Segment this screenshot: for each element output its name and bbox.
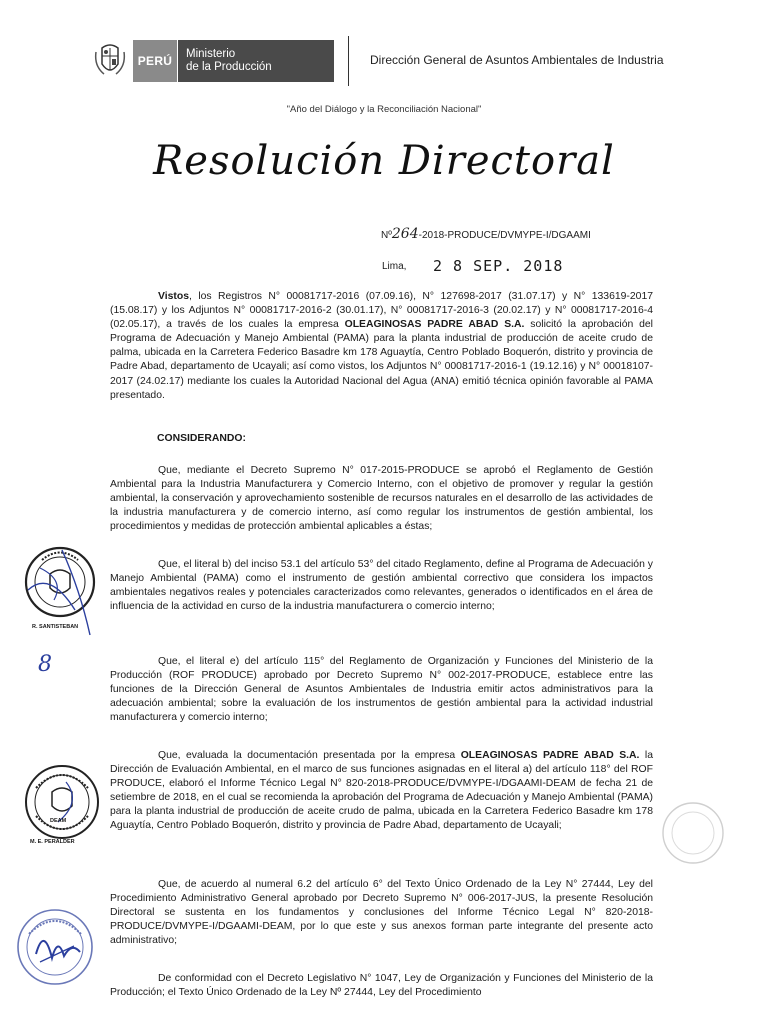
ministry-line2: de la Producción	[186, 61, 272, 73]
vistos-company: OLEAGINOSAS PADRE ABAD S.A.	[344, 319, 525, 331]
resolution-prefix: Nº	[381, 230, 392, 241]
paragraph-4-text-a: Que, evaluada la documentación presentada por la empresa	[158, 750, 461, 761]
paragraph-6-text: De conformidad con el Decreto Legislativo N° 1047, Ley de Organización y Funciones del Ministerio de la Producción; el Texto Único Ordenado de la Ley Nº 27444, Ley del Procedimiento	[110, 973, 653, 999]
stamp-1-name: R. SANTISTEBAN	[32, 624, 79, 630]
stamp-2-name: M. E. PERALDER	[30, 839, 75, 845]
paragraph-5-text: Que, de acuerdo al numeral 6.2 del artículo 6° del Texto Único Ordenado de la Ley N° 27444, Ley del Procedimiento Administrativo General aprobado por Decreto Supremo N° 006-2017-JUS, la presente Resolución Directoral se sustenta en los fundamentos y conclusiones del Informe Técnico Legal N° 820-2018-PRODUCE/DVMYPE-I/DGAAMI-DEAM, por lo que este y sus anexos forman parte integrante del presente acto administrativo;	[110, 879, 653, 947]
resolution-number	[381, 226, 591, 242]
faint-seal-stamp	[660, 800, 726, 871]
ministry-logo	[178, 40, 334, 82]
considerando-paragraph-3	[110, 655, 653, 725]
considerando-heading: CONSIDERANDO:	[157, 433, 246, 444]
official-seal-stamp-2	[22, 762, 102, 842]
city-label: Lima,	[382, 261, 407, 272]
coat-of-arms-icon	[94, 42, 126, 80]
paragraph-1-text: Que, mediante el Decreto Supremo N° 017-2015-PRODUCE se aprobó el Reglamento de Gestión Ambiental para la Industria Manufacturera y Comercio Interno, con el objetivo de promover y regular la gestión ambiental, la conservación y aprovechamiento sostenible de recursos naturales en el desarrollo de las actividades de la industria manufacturera y de comercio interno, así como regular los instrumentos de gestión ambiental, los procedimientos y medidas de protección ambiental aplicables a éstas;	[110, 465, 653, 533]
stamped-date: 2 8 SEP. 2018	[433, 257, 564, 275]
vistos-paragraph	[110, 290, 653, 403]
considerando-paragraph-5	[110, 878, 653, 948]
vistos-text2: solicitó la aprobación del Programa de Adecuación y Manejo Ambiental (PAMA) para la planta industrial de producción de aceite crudo de palma, ubicada en la Carretera Federico Basadre km 178 Aguaytía, Centro Poblado Boquerón, distrito y provincia de Padre Abad, departamento de Ucayali; así como vistos, los Adjuntos N° 00081717-2016-1 (19.12.16) y N° 00018107-2017 (24.02.17) mediante los cuales la Autoridad Nacional del Agua (ANA) emitió técnica opinión favorable al PAMA presentado.	[110, 319, 653, 401]
handwritten-number: 264	[391, 226, 419, 242]
considerando-paragraph-1	[110, 464, 653, 534]
vistos-lead: Vistos	[158, 291, 189, 302]
considerando-paragraph-4	[110, 749, 653, 834]
year-motto: "Año del Diálogo y la Reconciliación Nacional"	[286, 104, 482, 115]
paragraph-4-text-b: la Dirección de Evaluación Ambiental, en el marco de sus funciones asignadas en el literal a) del artículo 118° del ROF PRODUCE, elaboró el Informe Técnico Legal N° 820-2018-PRODUCE/DVMYPE-I/DGAAMI-DEAM de fecha 21 de setiembre de 2018, en el cual se recomienda la aprobación del Programa de Adecuación y Manejo Ambiental (PAMA) para la planta industrial de producción de aceite crudo de palma, ubicada en la Carretera Federico Basadre km 178 Aguaytía, Centro Poblado Boquerón, distrito y provincia de Padre Abad, departamento de Ucayali;	[110, 750, 653, 832]
resolution-suffix: -2018-PRODUCE/DVMYPE-I/DGAAMI	[418, 230, 591, 241]
directorate-title: Dirección General de Asuntos Ambientales de Industria	[370, 53, 664, 67]
header-divider	[348, 36, 349, 86]
peru-logo: PERÚ	[133, 40, 177, 82]
vistos-text: , los Registros N° 00081717-2016 (07.09.16), N° 127698-2017 (31.07.17) y N° 133619-2017 (15.08.17) y los Adjuntos N° 00081717-2016-2 (30.01.17), N° 00081717-2016-3 (20.02.17) y N° 00081717-2016-4 (02.05.17), a través de los cuales la empresa	[110, 291, 653, 331]
ministry-line1: Ministerio	[186, 48, 236, 60]
considerando-paragraph-2	[110, 558, 653, 614]
document-title: Resolución Directoral	[153, 138, 615, 184]
paragraph-2-text: Que, el literal b) del inciso 53.1 del artículo 53° del citado Reglamento, define al Programa de Adecuación y Manejo Ambiental (PAMA) como el instrumento de gestión ambiental correctivo que considera los impactos ambientales negativos reales y potenciales caracterizados como relevantes, generados o identificados en el área de influencia de la actividad en curso de la industria manufacturera o comercio interno;	[110, 559, 653, 613]
considerando-paragraph-6	[110, 972, 653, 1000]
margin-handwritten-mark: 8	[38, 652, 52, 677]
paragraph-3-text: Que, el literal e) del artículo 115° del Reglamento de Organización y Funciones del Ministerio de la Producción (ROF PRODUCE) aprobado por Decreto Supremo N° 002-2017-PRODUCE, establece entre las funciones de la Dirección General de Asuntos Ambientales de Industria emitir actos administrativos para la adecuación ambiental; sobre la evaluación de los instrumentos de gestión ambiental para la actividad industrial manufacturera y comercio interno;	[110, 656, 653, 724]
stamp-2-center: DEAM	[50, 818, 67, 824]
paragraph-4-company: OLEAGINOSAS PADRE ABAD S.A.	[460, 750, 640, 761]
official-seal-stamp-3	[14, 906, 96, 988]
